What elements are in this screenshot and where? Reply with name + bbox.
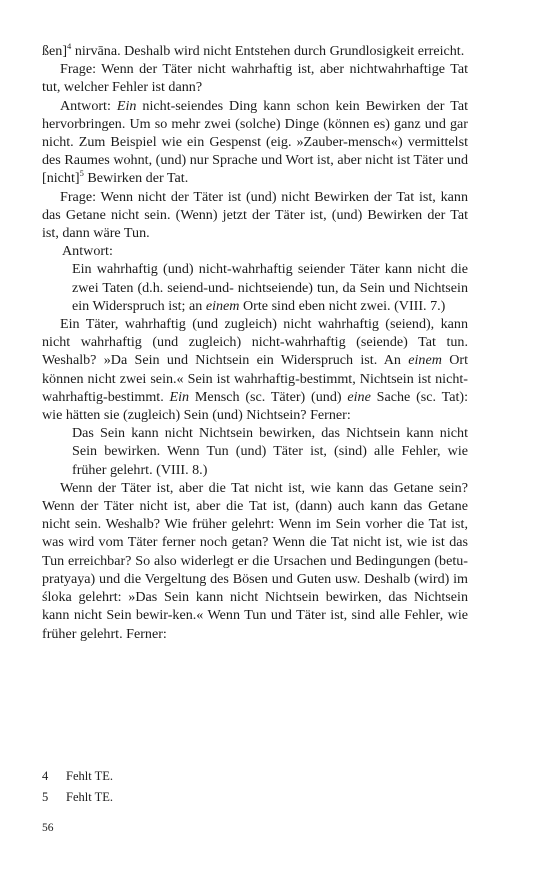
emphasis-ein-2: Ein bbox=[169, 388, 190, 405]
footnote-number: 4 bbox=[42, 769, 49, 783]
emphasis-einem-2: einem bbox=[408, 352, 442, 369]
emphasis-einem: einem bbox=[205, 297, 240, 314]
paragraph-1-text-b: nirvāna. Deshalb wird nicht Entstehen durch Grundlosigkeit erreicht. bbox=[71, 43, 465, 59]
emphasis-ein: Ein bbox=[116, 97, 137, 114]
paragraph-1-text-a: ßen] bbox=[42, 43, 68, 59]
footnote-4 bbox=[42, 768, 113, 784]
paragraph-6-text-b: Ort können nicht zwei sein.« Sein ist wahrhaftig-bestimmt, Nichtsein ist nicht-wahrhaftig-bestimmt. bbox=[42, 352, 469, 405]
paragraph-6-text-a: Ein Täter, wahrhaftig (und zugleich) nicht wahrhaftig (seiend), kann nicht wahrhaftig (und zugleich) nicht-wahrhaftig (seiende) Tat tun. Weshalb? »Da Sein und Nichtsein ein Widerspruch ist. An bbox=[42, 316, 468, 369]
footnote-5 bbox=[42, 789, 113, 805]
paragraph-6-text-c: Mensch (sc. Täter) (und) bbox=[189, 388, 348, 405]
paragraph-3-text-a: nicht-seiendes Ding kann schon kein Bewirken der Tat hervorbringen. Um so mehr zwei (solche) Dinge (können es) ganz und gar nicht. Zum Beispiel wie ein Gespenst (eig. »Zauber-mensch«) vermittelst des Raumes wohnt, (und) nur Sprache und Wort ist, aber nicht ist Täter und [nicht] bbox=[42, 97, 468, 187]
emphasis-eine: eine bbox=[347, 388, 371, 405]
paragraph-3-text-b: Bewirken der Tat. bbox=[83, 170, 189, 187]
paragraph-6 bbox=[42, 315, 468, 424]
verse-quote-2: Das Sein kann nicht Nichtsein bewirken, das Nichtsein kann nicht Sein bewirken. Wenn Tun (und) Täter ist, (sind) alle Fehler, wie früher gelehrt. (VIII. 8.) bbox=[72, 425, 468, 478]
body-text bbox=[42, 42, 468, 643]
footnote-ref-4[interactable]: 4 bbox=[67, 41, 72, 51]
paragraph-4: Frage: Wenn nicht der Täter ist (und) nicht Bewirken der Tat ist, kann das Getane nicht sein. (Wenn) jetzt der Täter ist, (und) Bewirken der Tat ist, dann wäre Tun. bbox=[42, 188, 468, 242]
paragraph-6-text-d: Sache (sc. Tat): wie hätten sie (zugleich) Sein (und) Nichtsein? Ferner: bbox=[42, 388, 469, 424]
paragraph-7: Wenn der Täter ist, aber die Tat nicht ist, wie kann das Getane sein? Wenn der Täter nicht ist, aber die Tat ist, (dann) auch kann das Getane nicht sein. Weshalb? Wie früher gelehrt: Wenn im Sein vorher die Tat ist, was wird vom Täter ferner noch getan? Wenn die Tat nicht ist, wie ist das Tun erreichbar? So also widerlegt er die Ursachen und Bedingungen (betu-pratyaya) und die Vergeltung des Bösen und Guten usw. Deshalb (wird) im śloka gelehrt: »Das Sein kann nicht Nichtsein bewirken, das Nichtsein kann nicht Sein bewir-ken.« Wenn Tun und Täter ist, sind alle Fehler, wie früher gelehrt. Ferner: bbox=[42, 479, 468, 642]
answer-label: Antwort: bbox=[60, 97, 117, 114]
footnote-text: Fehlt TE. bbox=[66, 790, 113, 804]
paragraph-3 bbox=[42, 97, 468, 188]
paragraph-2: Frage: Wenn der Täter nicht wahrhaftig ist, aber nichtwahrhaftige Tat tut, welcher Fehler ist dann? bbox=[42, 61, 468, 96]
footnote-text: Fehlt TE. bbox=[66, 769, 113, 783]
verse-quote-1-text-b: Orte sind eben nicht zwei. (VIII. 7.) bbox=[239, 297, 446, 314]
paragraph-5: Antwort: bbox=[62, 243, 113, 260]
paragraph-1 bbox=[42, 42, 468, 60]
verse-quote-1 bbox=[72, 260, 468, 315]
page-number: 56 bbox=[42, 822, 54, 834]
footnote-number: 5 bbox=[42, 790, 49, 804]
verse-quote-1-text-a: Ein wahrhaftig (und) nicht-wahrhaftig seiender Täter kann nicht die zwei Taten (d.h. seiend-und- nichtseiende) tun, da Sein und Nichtsein ein Widerspruch ist; an bbox=[72, 261, 468, 314]
footnote-ref-5[interactable]: 5 bbox=[79, 168, 84, 179]
